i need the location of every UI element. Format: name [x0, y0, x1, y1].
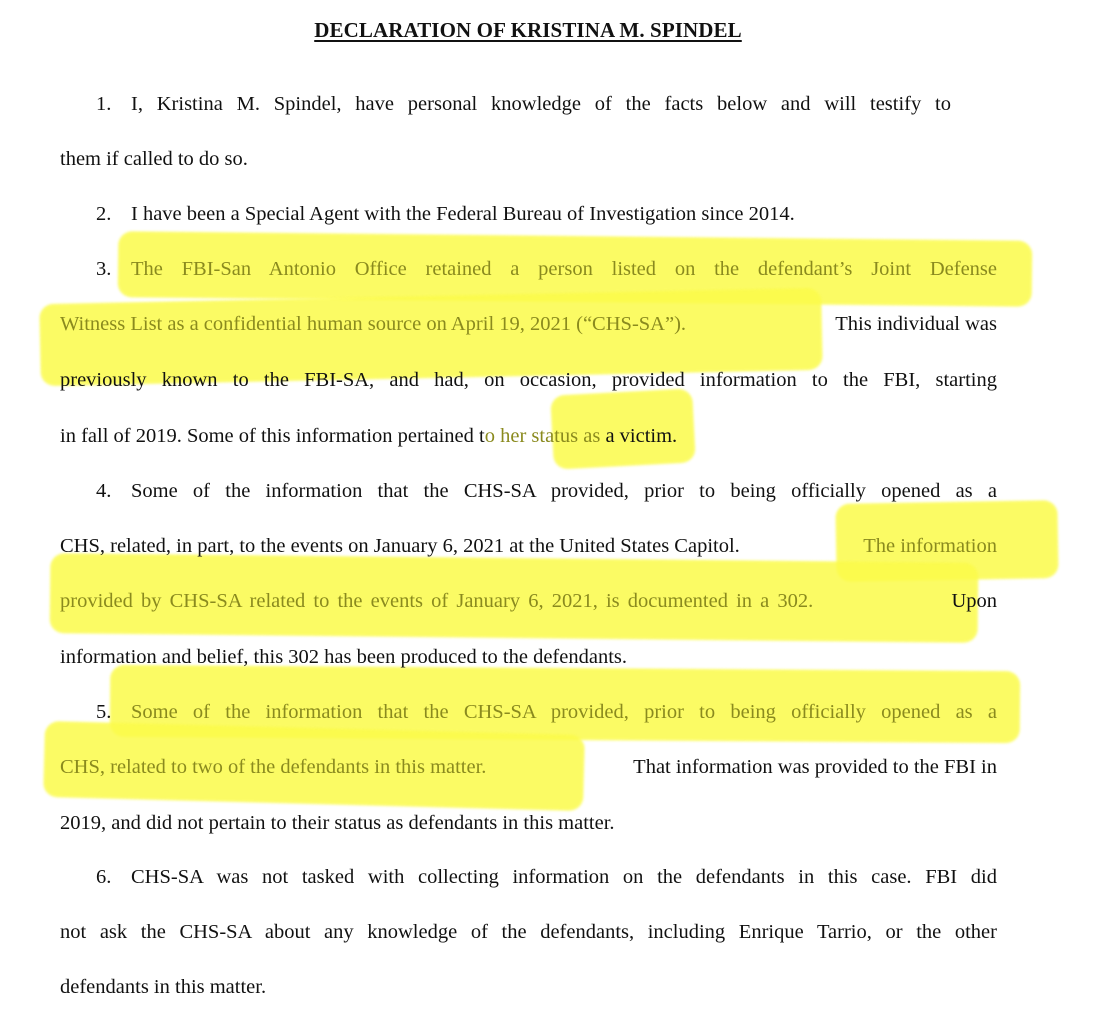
paragraph-6-line-1: CHS-SA was not tasked with collecting information on the defendants in this case. FBI did — [131, 866, 997, 888]
paragraph-3-line-2-highlighted: Witness List as a confidential human source on April 19, 2021 (“CHS-SA”). — [60, 313, 687, 335]
paragraph-5-line-1: Some of the information that the CHS-SA provided, prior to being officially opened as a — [131, 701, 997, 723]
document-title: DECLARATION OF KRISTINA M. SPINDEL — [314, 18, 742, 42]
paragraph-5-line-2 — [60, 755, 997, 779]
paragraph-6-number: 6. — [96, 866, 112, 888]
paragraph-4-line-2 — [60, 534, 997, 558]
paragraph-4-line-2-start: CHS, related, in part, to the events on January 6, 2021 at the United States Capitol. — [60, 535, 740, 557]
paragraph-5-number: 5. — [96, 701, 112, 723]
paragraph-5-line-2-highlighted: CHS, related to two of the defendants in this matter. — [60, 756, 487, 778]
paragraph-1-line-2: them if called to do so. — [60, 148, 248, 170]
paragraph-3-line-4-highlighted: o her status as — [484, 425, 601, 447]
paragraph-5-line-3: 2019, and did not pertain to their status as defendants in this matter. — [60, 812, 615, 834]
paragraph-3-number: 3. — [96, 258, 112, 280]
paragraph-3-line-1: The FBI-San Antonio Office retained a person listed on the defendant’s Joint Defense — [131, 258, 997, 280]
paragraph-4-line-3 — [60, 589, 997, 613]
paragraph-2-number: 2. — [96, 203, 112, 225]
paragraph-5-line-2-end: That information was provided to the FBI in — [628, 756, 997, 778]
paragraph-3-line-4-end: a victim. — [600, 425, 678, 447]
paragraph-4-line-2-highlighted: The information — [858, 535, 997, 557]
paragraph-3-line-2 — [60, 312, 997, 336]
paragraph-4-number: 4. — [96, 480, 112, 502]
paragraph-4-line-4: information and belief, this 302 has been produced to the defendants. — [60, 646, 628, 668]
paragraph-1-line-1: I, Kristina M. Spindel, have personal knowledge of the facts below and will testify to — [131, 93, 951, 115]
paragraph-3-line-4 — [60, 424, 677, 448]
paragraph-3-line-2-rest: This individual was — [830, 313, 997, 335]
paragraph-4-line-3-end: Upon — [946, 590, 997, 612]
paragraph-3-line-3: previously known to the FBI-SA, and had, on occasion, provided information to the FBI, starting — [60, 369, 997, 391]
paragraph-4-line-1: Some of the information that the CHS-SA provided, prior to being officially opened as a — [131, 480, 997, 502]
paragraph-6-line-3: defendants in this matter. — [60, 976, 267, 998]
paragraph-6-line-2: not ask the CHS-SA about any knowledge of the defendants, including Enrique Tarrio, or the other — [60, 921, 997, 943]
paragraph-4-line-3-highlighted: provided by CHS-SA related to the events of January 6, 2021, is documented in a 302. — [60, 590, 814, 612]
paragraph-1-number: 1. — [96, 93, 112, 115]
paragraph-3-line-4-start: in fall of 2019. Some of this information pertained t — [60, 425, 485, 447]
paragraph-2-line-1: I have been a Special Agent with the Federal Bureau of Investigation since 2014. — [131, 203, 795, 225]
